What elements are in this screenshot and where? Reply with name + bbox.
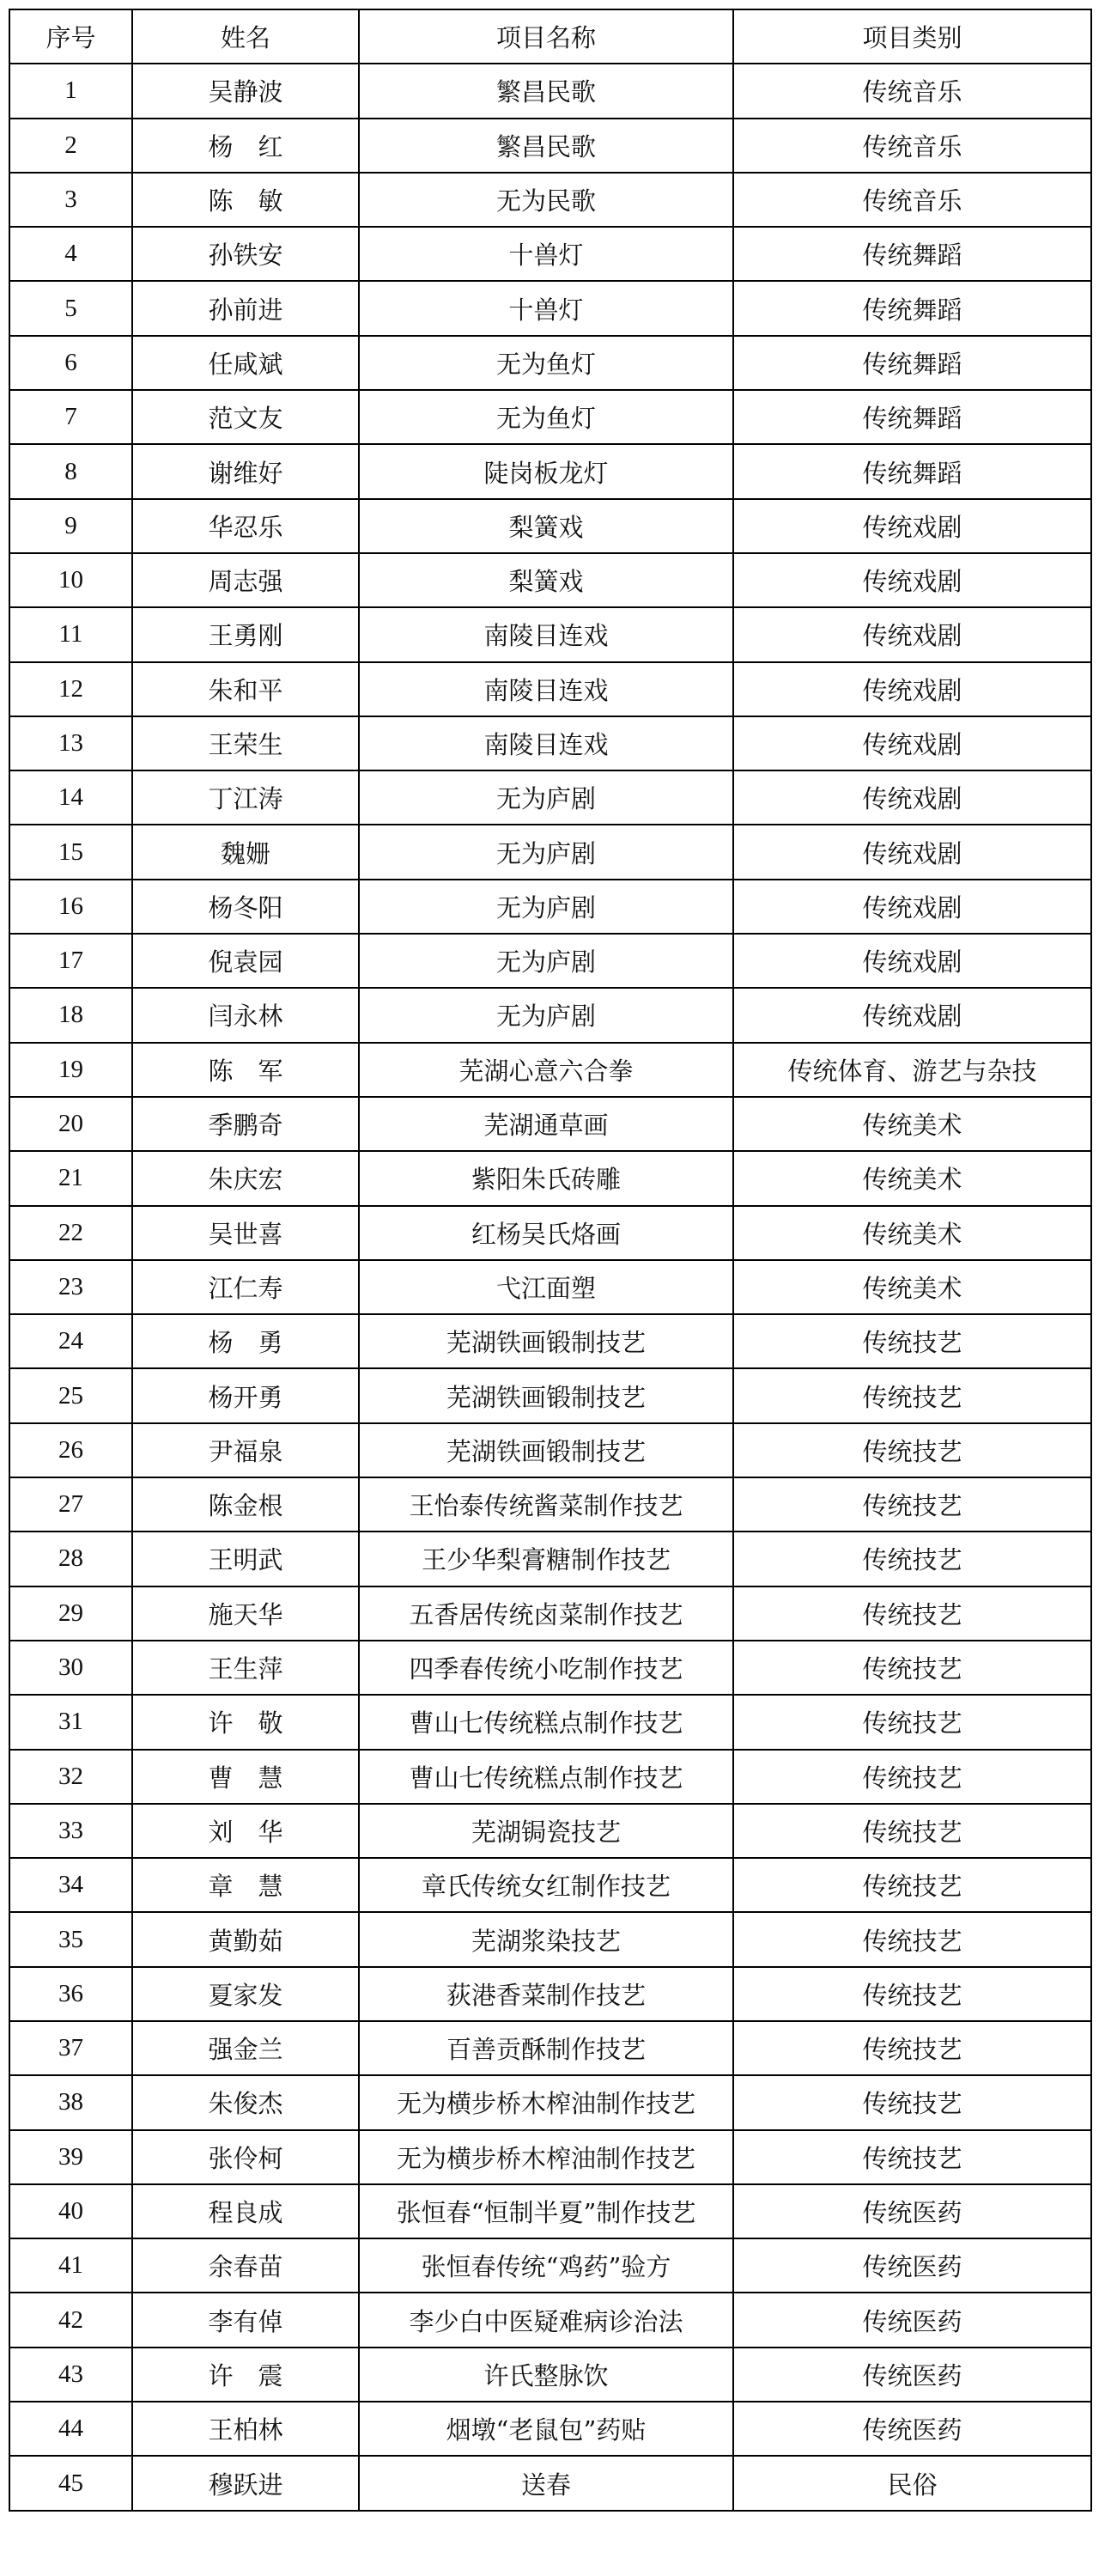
cell-project-category: 传统技艺 — [733, 1368, 1091, 1422]
cell-name: 季鹏奇 — [132, 1097, 359, 1151]
cell-serial-number: 3 — [9, 173, 132, 227]
table-row — [9, 1260, 1091, 1314]
cell-serial-number: 19 — [9, 1043, 132, 1097]
cell-serial-number: 29 — [9, 1586, 132, 1641]
table-row — [9, 1368, 1091, 1422]
cell-project-name: 芜湖铁画锻制技艺 — [359, 1368, 733, 1422]
cell-project-category: 传统医药 — [733, 2238, 1091, 2293]
cell-serial-number: 44 — [9, 2402, 132, 2456]
cell-project-name: 无为鱼灯 — [359, 336, 733, 390]
table-row — [9, 1750, 1091, 1804]
table-row — [9, 2402, 1091, 2456]
table-row — [9, 2075, 1091, 2129]
cell-serial-number: 34 — [9, 1858, 132, 1912]
table-body — [9, 64, 1091, 2510]
header-serial-number: 序号 — [9, 9, 132, 64]
cell-name: 穆跃进 — [132, 2456, 359, 2510]
cell-name: 陈金根 — [132, 1477, 359, 1532]
cell-serial-number: 21 — [9, 1151, 132, 1205]
cell-serial-number: 5 — [9, 281, 132, 335]
cell-serial-number: 32 — [9, 1750, 132, 1804]
cell-serial-number: 8 — [9, 444, 132, 498]
cell-serial-number: 39 — [9, 2130, 132, 2184]
table-row — [9, 770, 1091, 825]
cell-project-category: 传统舞蹈 — [733, 281, 1091, 335]
table-row — [9, 1695, 1091, 1749]
cell-project-name: 弋江面塑 — [359, 1260, 733, 1314]
cell-name: 王荣生 — [132, 716, 359, 770]
table-row — [9, 988, 1091, 1042]
cell-serial-number: 33 — [9, 1804, 132, 1858]
cell-serial-number: 24 — [9, 1314, 132, 1368]
cell-serial-number: 7 — [9, 390, 132, 444]
cell-name: 倪袁园 — [132, 934, 359, 988]
table-row — [9, 553, 1091, 607]
cell-project-name: 无为庐剧 — [359, 770, 733, 825]
cell-project-category: 传统戏剧 — [733, 880, 1091, 934]
cell-project-category: 传统技艺 — [733, 2130, 1091, 2184]
table-row — [9, 1912, 1091, 1966]
table-row — [9, 1532, 1091, 1586]
cell-serial-number: 43 — [9, 2348, 132, 2402]
table-row — [9, 1804, 1091, 1858]
table-row — [9, 1641, 1091, 1695]
cell-project-category: 传统音乐 — [733, 119, 1091, 173]
cell-serial-number: 9 — [9, 499, 132, 553]
cell-project-name: 红杨吴氏烙画 — [359, 1206, 733, 1260]
cell-project-category: 传统技艺 — [733, 1586, 1091, 1641]
cell-project-category: 传统舞蹈 — [733, 336, 1091, 390]
cell-serial-number: 27 — [9, 1477, 132, 1532]
inheritors-table — [9, 9, 1092, 2512]
table-header-row — [9, 9, 1091, 64]
cell-name: 曹 慧 — [132, 1750, 359, 1804]
cell-project-name: 烟墩“老鼠包”药贴 — [359, 2402, 733, 2456]
cell-serial-number: 11 — [9, 607, 132, 661]
cell-project-category: 传统技艺 — [733, 1423, 1091, 1477]
cell-project-category: 传统技艺 — [733, 1912, 1091, 1966]
cell-name: 陈 军 — [132, 1043, 359, 1097]
cell-project-category: 传统技艺 — [733, 2075, 1091, 2129]
cell-project-name: 无为民歌 — [359, 173, 733, 227]
cell-serial-number: 31 — [9, 1695, 132, 1749]
cell-project-name: 无为鱼灯 — [359, 390, 733, 444]
cell-serial-number: 1 — [9, 64, 132, 118]
cell-serial-number: 36 — [9, 1967, 132, 2021]
cell-project-category: 传统音乐 — [733, 173, 1091, 227]
cell-name: 李有倬 — [132, 2293, 359, 2347]
cell-serial-number: 37 — [9, 2021, 132, 2075]
cell-name: 杨开勇 — [132, 1368, 359, 1422]
cell-project-name: 芜湖铁画锻制技艺 — [359, 1423, 733, 1477]
cell-project-name: 无为庐剧 — [359, 934, 733, 988]
cell-name: 章 慧 — [132, 1858, 359, 1912]
cell-project-name: 芜湖通草画 — [359, 1097, 733, 1151]
table-row — [9, 2184, 1091, 2238]
cell-project-category: 传统音乐 — [733, 64, 1091, 118]
cell-name: 杨冬阳 — [132, 880, 359, 934]
cell-project-name: 繁昌民歌 — [359, 64, 733, 118]
cell-name: 朱和平 — [132, 662, 359, 716]
cell-serial-number: 20 — [9, 1097, 132, 1151]
cell-project-name: 荻港香菜制作技艺 — [359, 1967, 733, 2021]
table-row — [9, 444, 1091, 498]
cell-name: 王柏林 — [132, 2402, 359, 2456]
cell-name: 尹福泉 — [132, 1423, 359, 1477]
cell-project-name: 张恒春“恒制半夏”制作技艺 — [359, 2184, 733, 2238]
table-row — [9, 281, 1091, 335]
inheritors-table-container — [9, 9, 1090, 2512]
cell-serial-number: 16 — [9, 880, 132, 934]
cell-name: 朱俊杰 — [132, 2075, 359, 2129]
cell-name: 吴静波 — [132, 64, 359, 118]
cell-name: 王生萍 — [132, 1641, 359, 1695]
cell-project-category: 传统舞蹈 — [733, 444, 1091, 498]
table-row — [9, 2456, 1091, 2510]
cell-project-name: 南陵目连戏 — [359, 662, 733, 716]
cell-serial-number: 4 — [9, 227, 132, 281]
cell-name: 孙前进 — [132, 281, 359, 335]
cell-project-category: 传统戏剧 — [733, 934, 1091, 988]
cell-project-name: 繁昌民歌 — [359, 119, 733, 173]
cell-project-name: 送春 — [359, 2456, 733, 2510]
cell-project-name: 百善贡酥制作技艺 — [359, 2021, 733, 2075]
table-row — [9, 1586, 1091, 1641]
table-row — [9, 934, 1091, 988]
cell-name: 杨 红 — [132, 119, 359, 173]
cell-project-name: 章氏传统女红制作技艺 — [359, 1858, 733, 1912]
header-project-name: 项目名称 — [359, 9, 733, 64]
cell-name: 朱庆宏 — [132, 1151, 359, 1205]
cell-name: 丁江涛 — [132, 770, 359, 825]
cell-project-name: 十兽灯 — [359, 281, 733, 335]
table-row — [9, 499, 1091, 553]
cell-serial-number: 18 — [9, 988, 132, 1042]
table-row — [9, 2348, 1091, 2402]
cell-name: 王勇刚 — [132, 607, 359, 661]
cell-serial-number: 40 — [9, 2184, 132, 2238]
cell-name: 闫永林 — [132, 988, 359, 1042]
table-row — [9, 1043, 1091, 1097]
cell-project-category: 传统技艺 — [733, 2021, 1091, 2075]
cell-serial-number: 25 — [9, 1368, 132, 1422]
cell-serial-number: 23 — [9, 1260, 132, 1314]
cell-project-name: 无为横步桥木榨油制作技艺 — [359, 2130, 733, 2184]
cell-project-name: 无为庐剧 — [359, 880, 733, 934]
cell-serial-number: 38 — [9, 2075, 132, 2129]
cell-serial-number: 6 — [9, 336, 132, 390]
cell-project-name: 王少华梨膏糖制作技艺 — [359, 1532, 733, 1586]
cell-project-name: 梨簧戏 — [359, 553, 733, 607]
cell-project-category: 传统戏剧 — [733, 662, 1091, 716]
cell-project-name: 南陵目连戏 — [359, 607, 733, 661]
table-row — [9, 716, 1091, 770]
cell-name: 孙铁安 — [132, 227, 359, 281]
cell-project-name: 南陵目连戏 — [359, 716, 733, 770]
cell-project-name: 芜湖铁画锻制技艺 — [359, 1314, 733, 1368]
cell-project-category: 传统舞蹈 — [733, 390, 1091, 444]
cell-project-name: 十兽灯 — [359, 227, 733, 281]
table-row — [9, 1858, 1091, 1912]
table-row — [9, 119, 1091, 173]
cell-serial-number: 12 — [9, 662, 132, 716]
cell-name: 谢维好 — [132, 444, 359, 498]
cell-serial-number: 2 — [9, 119, 132, 173]
table-row — [9, 1206, 1091, 1260]
cell-name: 范文友 — [132, 390, 359, 444]
table-row — [9, 662, 1091, 716]
table-row — [9, 1314, 1091, 1368]
cell-project-name: 梨簧戏 — [359, 499, 733, 553]
cell-name: 许 敬 — [132, 1695, 359, 1749]
cell-serial-number: 26 — [9, 1423, 132, 1477]
table-row — [9, 1097, 1091, 1151]
cell-serial-number: 30 — [9, 1641, 132, 1695]
table-row — [9, 825, 1091, 879]
cell-name: 江仁寿 — [132, 1260, 359, 1314]
cell-project-category: 传统医药 — [733, 2184, 1091, 2238]
table-row — [9, 1967, 1091, 2021]
table-row — [9, 1477, 1091, 1532]
cell-name: 许 震 — [132, 2348, 359, 2402]
cell-project-name: 四季春传统小吃制作技艺 — [359, 1641, 733, 1695]
cell-project-category: 传统美术 — [733, 1151, 1091, 1205]
cell-serial-number: 45 — [9, 2456, 132, 2510]
cell-project-name: 曹山七传统糕点制作技艺 — [359, 1695, 733, 1749]
table-row — [9, 227, 1091, 281]
header-project-category: 项目类别 — [733, 9, 1091, 64]
cell-project-category: 传统医药 — [733, 2293, 1091, 2347]
cell-serial-number: 22 — [9, 1206, 132, 1260]
cell-project-category: 传统医药 — [733, 2402, 1091, 2456]
cell-name: 张伶柯 — [132, 2130, 359, 2184]
cell-serial-number: 17 — [9, 934, 132, 988]
cell-serial-number: 28 — [9, 1532, 132, 1586]
cell-project-category: 传统医药 — [733, 2348, 1091, 2402]
cell-project-category: 传统技艺 — [733, 1804, 1091, 1858]
table-row — [9, 2130, 1091, 2184]
cell-project-category: 传统戏剧 — [733, 553, 1091, 607]
cell-name: 施天华 — [132, 1586, 359, 1641]
table-row — [9, 1151, 1091, 1205]
cell-project-name: 无为横步桥木榨油制作技艺 — [359, 2075, 733, 2129]
cell-project-category: 传统美术 — [733, 1206, 1091, 1260]
table-row — [9, 390, 1091, 444]
cell-name: 夏家发 — [132, 1967, 359, 2021]
cell-project-category: 传统技艺 — [733, 1641, 1091, 1695]
table-row — [9, 173, 1091, 227]
cell-project-category: 传统美术 — [733, 1260, 1091, 1314]
cell-project-name: 无为庐剧 — [359, 825, 733, 879]
cell-project-category: 传统技艺 — [733, 1695, 1091, 1749]
cell-serial-number: 42 — [9, 2293, 132, 2347]
cell-project-category: 传统技艺 — [733, 1477, 1091, 1532]
table-row — [9, 2238, 1091, 2293]
cell-name: 刘 华 — [132, 1804, 359, 1858]
cell-project-name: 芜湖心意六合拳 — [359, 1043, 733, 1097]
cell-name: 魏姗 — [132, 825, 359, 879]
cell-project-name: 陡岗板龙灯 — [359, 444, 733, 498]
cell-project-category: 民俗 — [733, 2456, 1091, 2510]
cell-project-category: 传统技艺 — [733, 1858, 1091, 1912]
cell-name: 王明武 — [132, 1532, 359, 1586]
cell-project-category: 传统舞蹈 — [733, 227, 1091, 281]
cell-serial-number: 14 — [9, 770, 132, 825]
cell-name: 周志强 — [132, 553, 359, 607]
cell-project-name: 五香居传统卤菜制作技艺 — [359, 1586, 733, 1641]
cell-name: 程良成 — [132, 2184, 359, 2238]
table-row — [9, 607, 1091, 661]
cell-serial-number: 10 — [9, 553, 132, 607]
cell-project-category: 传统戏剧 — [733, 770, 1091, 825]
cell-project-name: 无为庐剧 — [359, 988, 733, 1042]
cell-serial-number: 13 — [9, 716, 132, 770]
cell-project-name: 紫阳朱氏砖雕 — [359, 1151, 733, 1205]
cell-project-category: 传统技艺 — [733, 1750, 1091, 1804]
cell-name: 任咸斌 — [132, 336, 359, 390]
cell-project-category: 传统戏剧 — [733, 825, 1091, 879]
table-row — [9, 1423, 1091, 1477]
cell-project-category: 传统技艺 — [733, 1532, 1091, 1586]
cell-project-category: 传统戏剧 — [733, 607, 1091, 661]
cell-serial-number: 15 — [9, 825, 132, 879]
cell-project-name: 李少白中医疑难病诊治法 — [359, 2293, 733, 2347]
cell-project-name: 张恒春传统“鸡药”验方 — [359, 2238, 733, 2293]
cell-name: 华忍乐 — [132, 499, 359, 553]
cell-project-category: 传统戏剧 — [733, 988, 1091, 1042]
cell-name: 余春苗 — [132, 2238, 359, 2293]
table-row — [9, 880, 1091, 934]
header-name: 姓名 — [132, 9, 359, 64]
table-row — [9, 336, 1091, 390]
cell-project-category: 传统戏剧 — [733, 499, 1091, 553]
cell-project-category: 传统戏剧 — [733, 716, 1091, 770]
cell-project-category: 传统体育、游艺与杂技 — [733, 1043, 1091, 1097]
table-row — [9, 64, 1091, 118]
cell-name: 陈 敏 — [132, 173, 359, 227]
cell-project-category: 传统技艺 — [733, 1967, 1091, 2021]
cell-project-name: 芜湖锔瓷技艺 — [359, 1804, 733, 1858]
table-row — [9, 2021, 1091, 2075]
cell-project-category: 传统技艺 — [733, 1314, 1091, 1368]
cell-name: 杨 勇 — [132, 1314, 359, 1368]
cell-name: 黄勤茹 — [132, 1912, 359, 1966]
cell-project-name: 王怡泰传统酱菜制作技艺 — [359, 1477, 733, 1532]
cell-serial-number: 35 — [9, 1912, 132, 1966]
cell-project-name: 芜湖浆染技艺 — [359, 1912, 733, 1966]
cell-serial-number: 41 — [9, 2238, 132, 2293]
cell-project-category: 传统美术 — [733, 1097, 1091, 1151]
cell-project-name: 许氏整脉饮 — [359, 2348, 733, 2402]
cell-project-name: 曹山七传统糕点制作技艺 — [359, 1750, 733, 1804]
cell-name: 吴世喜 — [132, 1206, 359, 1260]
cell-name: 强金兰 — [132, 2021, 359, 2075]
table-row — [9, 2293, 1091, 2347]
